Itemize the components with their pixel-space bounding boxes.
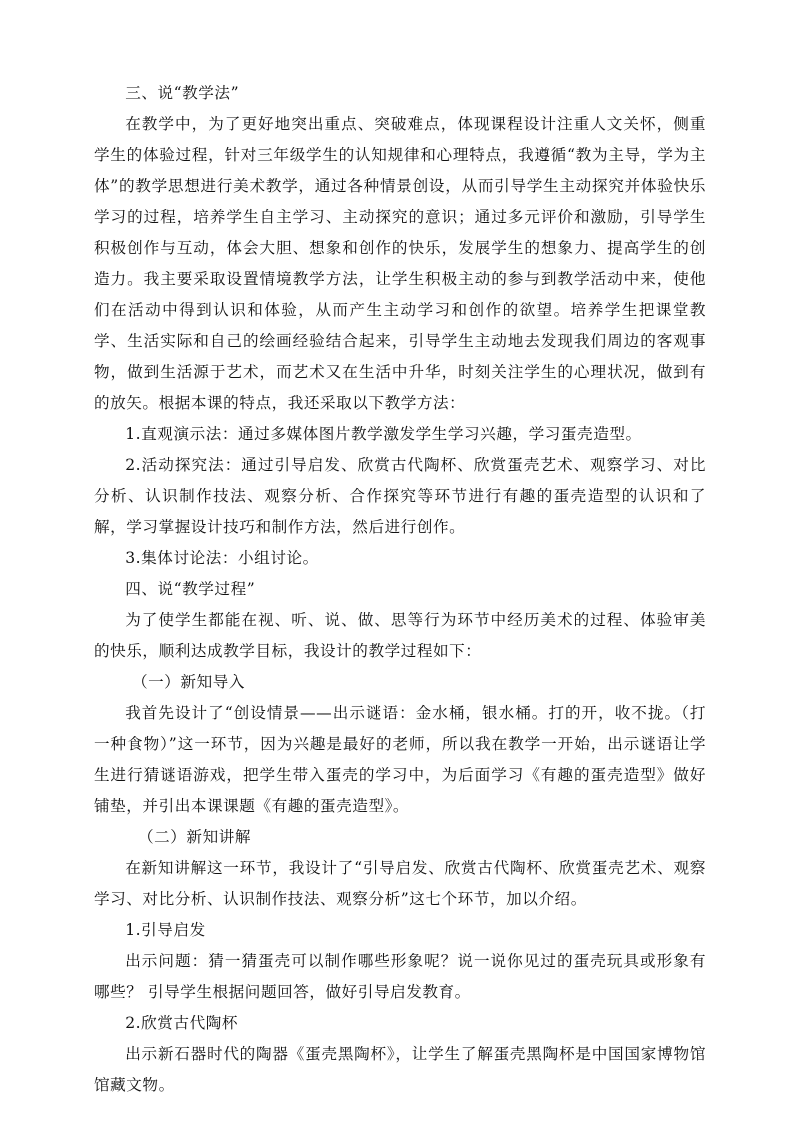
guidance-paragraph: 出示问题：猜一猜蛋壳可以制作哪些形象呢？说一说你见过的蛋壳玩具或形象有哪些？ 引导学生根据问题回答，做好引导启发教育。 — [94, 952, 706, 1001]
step-heading-ancient-cup: 2.欣赏古代陶杯 — [125, 1014, 239, 1032]
ancient-cup-paragraph: 出示新石器时代的陶器《蛋壳黑陶杯》，让学生了解蛋壳黑陶杯是中国国家博物馆馆藏文物。 — [94, 1045, 706, 1094]
method-item-inquiry: 2.活动探究法：通过引导启发、欣赏古代陶杯、欣赏蛋壳艺术、观察学习、对比分析、认识制作技法、观察分析、合作探究等环节进行有趣的蛋壳造型的认识和了解，学习掌握设计技巧和制作方法，然后进行创作。 — [94, 456, 706, 536]
method-item-demonstration: 1.直观演示法：通过多媒体图片教学激发学生学习兴趣，学习蛋壳造型。 — [125, 425, 642, 443]
method-item-discussion: 3.集体讨论法：小组讨论。 — [125, 549, 319, 567]
section-heading-teaching-process: 四、说“教学过程” — [125, 580, 256, 598]
subsection-heading-explanation: （二）新知讲解 — [138, 828, 252, 846]
teaching-methods-paragraph: 在教学中，为了更好地突出重点、突破难点，体现课程设计注重人文关怀，侧重学生的体验过程，针对三年级学生的认知规律和心理特点，我遵循“教为主导，学为主体”的教学思想进行美术教学，通过各种情景创设，从而引导学生主动探究并体验快乐学习的过程，培养学生自主学习、主动探究的意识；通过多元评价和激励，引导学生积极创作与互动，体会大胆、想象和创作的快乐，发展学生的想象力、提高学生的创造力。我主要采取设置情境教学方法，让学生积极主动的参与到教学活动中来，使他们在活动中得到认识和体验，从而产生主动学习和创作的欲望。培养学生把课堂教学、生活实际和自己的绘画经验结合起来，引导学生主动地去发现我们周边的客观事物，做到生活源于艺术，而艺术又在生活中升华，时刻关注学生的心理状况，做到有的放矢。根据本课的特点，我还采取以下教学方法： — [94, 115, 706, 412]
subsection-heading-introduction: （一）新知导入 — [132, 673, 246, 691]
introduction-paragraph: 我首先设计了“创设情景——出示谜语：金水桶，银水桶。打的开，收不拢。（打一种食物）”这一环节，因为兴趣是最好的老师，所以我在教学一开始，出示谜语让学生进行猜谜语游戏，把学生带入蛋壳的学习中，为后面学习《有趣的蛋壳造型》做好铺垫，并引出本课课题《有趣的蛋壳造型》。 — [94, 704, 706, 815]
section-heading-teaching-methods: 三、说“教学法” — [125, 84, 240, 102]
step-heading-guidance: 1.引导启发 — [125, 921, 206, 939]
explanation-paragraph: 在新知讲解这一环节，我设计了“引导启发、欣赏古代陶杯、欣赏蛋壳艺术、观察学习、对比分析、认识制作技法、观察分析”这七个环节，加以介绍。 — [94, 859, 706, 908]
teaching-process-intro-paragraph: 为了使学生都能在视、听、说、做、思等行为环节中经历美术的过程、体验审美的快乐，顺利达成教学目标，我设计的教学过程如下： — [94, 611, 706, 660]
document-page — [94, 78, 706, 1101]
